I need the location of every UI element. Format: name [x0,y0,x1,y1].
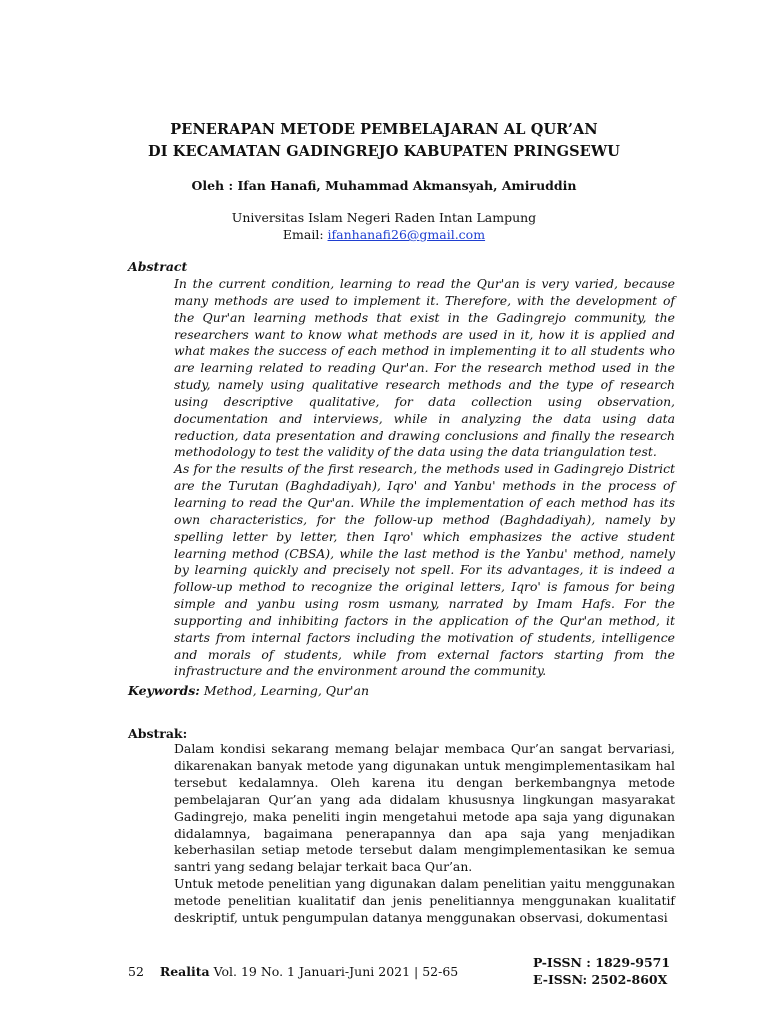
p-issn: P-ISSN : 1829-9571 [533,955,671,970]
abstrak-paragraph: Dalam kondisi sekarang memang belajar membaca Qur’an sangat bervariasi, dikarenakan banyak metode yang digunakan untuk mengimplementasikam hal tersebut kedalamnya. Oleh karena itu dengan berkembangnya metode pembelajaran Qur’an yang ada didalam khususnya lingkungan masyarakat Gadingrejo, maka peneliti ingin mengetahui metode apa saja yang digunakan didalamnya, bagaimana penerapannya dan apa saja yang menjadikan keberhasilan setiap metode tersebut dalam mengimplementasikan ke semua santri yang sedang belajar terkait baca Qur’an. [174,741,675,875]
keywords-value: Method, Learning, Qur'an [199,683,369,698]
journal-name: Realita [159,964,210,979]
keywords-label: Keywords: [128,683,200,698]
journal-citation: Vol. 19 No. 1 Januari-Juni 2021 | 52-65 [209,964,459,979]
abstrak-heading: Abstrak: [128,726,188,741]
page-number: 52 [128,964,144,979]
email-link[interactable]: ifanhanafi26@gmail.com [327,227,486,242]
abstract-heading: Abstract [128,259,188,274]
email-line [0,227,768,242]
page-footer [128,964,458,979]
affiliation: Universitas Islam Negeri Raden Intan Lampung [231,210,537,225]
paper-title-line-2: DI KECAMATAN GADINGREJO KABUPATEN PRINGSEWU [148,143,620,160]
email-label: Email: [282,227,328,242]
abstract-paragraph: In the current condition, learning to read the Qur'an is very varied, because many methods are used to implement it. Therefore, with the development of the Qur'an learning methods that exist in the Gadingrejo community, the researchers want to know what methods are used in it, how it is applied and what makes the success of each method in implementing it to all students who are learning related to reading Qur'an. For the research method used in the study, namely using qualitative research methods and the type of research using descriptive qualitative, for data collection using observation, documentation and interviews, while in analyzing the data using data reduction, data presentation and drawing conclusions and finally the research methodology to test the validity of the data using the data triangulation test. [174,276,675,460]
abstrak-paragraph: Untuk metode penelitian yang digunakan dalam penelitian yaitu menggunakan metode penelitian kualitatif dan jenis penelitiannya menggunakan kualitatif deskriptif, untuk pengumpulan datanya menggunakan observasi, dokumentasi [174,876,675,926]
abstract-paragraph: As for the results of the first research, the methods used in Gadingrejo District are the Turutan (Baghdadiyah), Iqro' and Yanbu' methods in the process of learning to read the Qur'an. While the implementation of each method has its own characteristics, for the follow-up method (Baghdadiyah), namely by spelling letter by letter, then Iqro' which emphasizes the active student learning method (CBSA), while the last method is the Yanbu' method, namely by learning quickly and precisely not spell. For its advantages, it is indeed a follow-up method to recognize the original letters, Iqro' is famous for being simple and yanbu using rosm usmany, narrated by Imam Hafs. For the supporting and inhibiting factors in the application of the Qur'an method, it starts from internal factors including the motivation of students, intelligence and morals of students, while from external factors starting from the infrastructure and the environment around the community. [174,461,675,679]
paper-title-line-1: PENERAPAN METODE PEMBELAJARAN AL QUR’AN [170,121,598,138]
abstract-indonesian [174,741,675,927]
keywords [128,683,369,698]
e-issn: E-ISSN: 2502-860X [533,972,668,987]
author-list: Oleh : Ifan Hanafi, Muhammad Akmansyah, Amiruddin [191,178,577,193]
abstract-english [174,276,675,680]
